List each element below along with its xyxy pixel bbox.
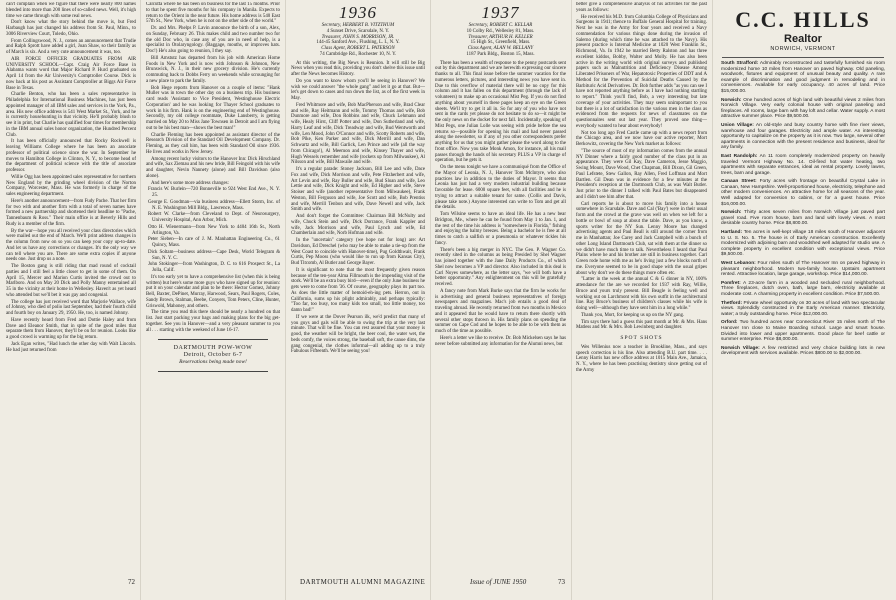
- divider: [722, 57, 884, 58]
- paragraph: It's a regular parade: Stoney Jackson, Bill Lee and wife, Dace Fox and wife, Dick Morrison and wife, Pete Fitzherbert and wife, Art Levin and wife, Ray Buller and wife, Bud Sloan and wife, Leo Lettie and wife, Dick Knight and wife, Ed Higher and wife, Steve Stoiser and wife (another representative from Milwaukee), Frank Weston, Bill Ferguson and wife, Joe Scott and wife, Bob Prentiss and wife, Merrill Tenbon and wife, Dave Newell and wife, Jack Smith and wife.: [291, 167, 425, 213]
- left-page-column-1: [6, 2, 136, 576]
- secretary-line: Secretary, ROBERT C. KELLAR: [468, 23, 533, 28]
- address-change: Robert W. Clarke—from Cleveland to Dept. of Neurosurgery, University Hospital, Ann Arbor, Mich.: [148, 212, 280, 223]
- listing-description: Thirty acres seven miles from Norwich Village just paved part gravel road. Five room house, barn and land with lovely views. A most desirable country home. Price $8,800.00.: [721, 210, 885, 227]
- agent-line: Class Agent, ALAN W. BELLANY: [467, 46, 534, 51]
- paragraph: Have recently heard from Fred and Dottie Haley and from Dave and Eleanor Smith, that in spite of the good miles that separate them from Hanover, they'll be on for reunion. Looks like a good crowd is warming up for the big return.: [6, 317, 136, 340]
- paragraph: The Boston gang is still riding that mad round of cocktail parties and I still feel a little closer to get in some of them. On April 15, Mercer and Marion Curtis invited the crowd out to Marlboro. And on May 20 Dick and Polly Manny entertained all 35 in the vicinity at their home in Wellesley. Haven't as yet heard who attended but we'll bet it was gay and congenial.: [6, 264, 136, 298]
- address-change: Francis W. Burlein—720 Bonneville to 924 West End Ave., N. Y. 25.: [148, 187, 280, 198]
- property-listing: [721, 154, 885, 176]
- paragraph: Carl reports he is about to move his family into a house somewhere in Scarsdale. Dave and Cal ('Bay') were in their usual form and the crowd at the grave was well on when we left for a bottle or bowl of soup at about the table. Dave, as you know, a sports writer for the NY Sun. Lenny Moore has changed advertising agents and Paul Beall is still around the corner from me in Manhattan; Joe Carey and Jack Campbell with a bunch of other Long Island Dartmouth Club, sat with them at the dinner so we didn't have much time to talk. Nevertheless I heard that Paul Plains where he and his brother are still in business together. Carl Green rode home with me as he's living just a few blocks north of me. Everyone seemed to be in good shape with the usual gripes about why don't we do these things more often etc.: [576, 201, 707, 276]
- address-change: George E. Goodman—via business address—Ellett Storm, Inc. of N. E. Washington Mill Bldg., Lawrence, Mass.: [148, 199, 280, 211]
- listing-location: South Strafford:: [721, 61, 759, 66]
- class-header-1936: [291, 4, 425, 58]
- notice-location: Detroit, October 6-7: [183, 352, 243, 359]
- paragraph: Charlie Benton, who has been a sales representative in Philadelphia for International Business Machines, has just been appointed manager of all IBM sales and services in the York, Pa., area. His new office address is 541 West Market St., York, and he is currently househunting in that vicinity. He'll probably blush to see it in print, but Charlie has qualified four times for membership in the IBM annual sales honor organization, the Hundred Percent Club.: [6, 92, 136, 138]
- right-page-column: [576, 2, 707, 576]
- paragraph: Wes Willenius now a teacher in Brookline, Mass., and says speech correction is his line. Also attending B.U. part time. . . . Lenny Harris has new office address at 1015 Main Ave., Jamaica, N. Y., where he has been practising dentistry since getting out of the Army: [576, 344, 707, 373]
- paragraph: "The source of most of my information comes from the annual NY Dinner where a fairly good number of the class put in an appearance. They were Gil Kay, Dave Cameron, Jesse Maggio, Swing Mount, Dave Wood, Chet Chapman, Bill Dixon, Gil Green, Paul Lefstete, Stew Gallon, Ray Allen, Fred Loffman and Mort Bartlen. Gil Dean was in evidence for a few minutes at the President's reception at the Dartmouth Club, as was Walt Butler. Just prior to the dinner I talked with Paul Bates but disappeared and I didn't see him after that.: [576, 148, 707, 200]
- class-year: 1936: [339, 3, 377, 22]
- treasurer-address: 15 High St., Greenfield, Mass.: [470, 40, 531, 46]
- listing-location: Thetford:: [721, 300, 743, 306]
- paragraph: A fancy note from Mark Burke says that the firm he works for is advertising and general business representatives of foreign newspapers and magazines. Mac's job entails a good deal of traveling abroad. He recently returned from two months in Mexico and it appeared that he would have to return there shortly with several other stops thrown in. His family plans on spending the summer on Cape Cod and he hopes to be able to be with them as much of the time as possible.: [435, 288, 566, 334]
- listing-location: Norwich Village:: [721, 345, 760, 351]
- listing-location: East Randolph:: [721, 153, 758, 159]
- paragraph: Jack Egan writes, "Had lunch the other day with Walt Lincoln. He had just returned from: [6, 341, 136, 353]
- paragraph: Thank you, Mort, for keeping us up on the NY gang.: [581, 312, 685, 318]
- agent-line: Class Agent, ROBERT L. PATERSON: [321, 46, 395, 51]
- column-divider: [140, 0, 141, 600]
- listing-location: Canaan Street:: [721, 179, 757, 185]
- magazine-title: DARTMOUTH ALUMNI MAGAZINE: [300, 578, 426, 586]
- realtor-advertisement: [716, 2, 890, 598]
- column-divider: [712, 0, 713, 600]
- right-page-number: 73: [558, 578, 565, 586]
- spot-shots-heading: SPOT SHOTS: [620, 335, 663, 341]
- property-listing: [721, 123, 885, 151]
- listing-description: Ten acres in well-kept village 18 miles south of Hanover adjacent to U. S. No. 5. The house is of Early American construction. Excellently modernized with adjoining barn and woodshed well adapted for studio use. A complete property in excellent condition with exceptional views. Price $9,500.00.: [721, 230, 885, 258]
- paragraph: And don't forget the Committee: Chairman Bill McNulty and wife, Chuck Stein and wife, Dick Dorrance, Frank Kappler and wife, Jack Morrison and wife, Paul Lynch and wife, Ed Chamberlain and wife, Norb Hofman and wife.: [291, 214, 425, 237]
- class-year: 1937: [481, 3, 520, 22]
- paragraph: Not too long ago Fred Castle came up with a news report from the Chicago area, and we now have our active reporter, Mort Berkowitz, covering the New York market as follows:: [576, 130, 707, 147]
- notice-reservations: Reservations being made now!: [179, 359, 247, 366]
- address-change: John Stokinger—from Washington, D. C. to 616 Prospect St., La Jolla, Calif.: [148, 262, 280, 273]
- listing-description: Admirably reconstructed and tastefully furnished six room modernized home 10 miles from Hanover on paved highway. Old paneling, woodwork, fixtures and equipment of unusual beauty and quality. A rare example of discrimination and good judgment in remodeling and in conveniences. Available for early occupancy. 40 acres of land. Price $15,000.00.: [721, 61, 885, 94]
- paragraph: It's too early yet to have a comprehensive list (when this is being written) but here's some more guys who have signed up for reunion: put it on your calendar and plan to be there: Hector Gomez, Johnny Bell, Baxter, DePinet, Murray, Harwood, Sears, Paul Rogers, Coles, Sandy Brown, Stalman, Beebe, Conyers, Tom Peters, Cline, Hunter, Griswold, Mahoney, and others.: [146, 274, 280, 309]
- paragraph: Bob Hege reports from Hanover on a couple of items: "Hank Muller was in town the other day on a business trip. His business card reads 'Assistant to Vice President, Westinghouse Electric Corporation' and he was looking for Thayer School graduates to work in his firm. Hank is on the engineering end of Westinghouse. Secondly, my old college roommate, Duke Lansberry, is getting married on May 20 to Miss Jane Townsen in Detroit and I am flying out to be his best man—shows the best man!": [146, 85, 280, 131]
- class-header-1937: [435, 4, 566, 58]
- listing-location: Pomfret:: [721, 280, 741, 286]
- listing-description: Two hundred acres near Connecticut River 15 miles north of The Hanover Inn close to Maine Boarding school. Large and smart house. Divided into lower and upper apartments. Good place for beef cattle or summer enterprise. Price $8,000.00.: [721, 320, 886, 343]
- listing-description: Forty acres with frontage on beautiful Crystal Lake in Canaan, New Hampshire. Well-proportioned house, electricity, telephone and other modern conveniences. An attractive home for all seasons of the year. Well adapted for conversion to cabins, or for a guest house. Price $16,000.00.: [721, 179, 885, 207]
- paragraph: "Latter in the week at the annual C & G dinner in NY, 100% attendance for the are we recorded for 1937 with Ray, Willie, Bruce and yours truly present. Bill Beagle is feeling well and working out on Larchmont with his own outfit in the architectural line. Ray Bruce's business of children's classes while his wife is doing well—although they have sent him in a long while.": [576, 277, 707, 311]
- column-divider: [430, 0, 431, 600]
- paragraph: Among recent lucky visitors to the Hanover Inn: Dick Hirschland and wife, Sax Ziemau and his new bride, Bill Feingold with his wife and daughter, Nevin Nannety (alone) and Bill Davidson (also alone).: [146, 156, 280, 179]
- paragraph: Tim says there had a guess this past month at Mr. & Mrs. Hans Matless and Mr. & Mrs. Bob Lewinberg and daughter.: [576, 319, 707, 331]
- listing-description: One hundred acres of high land with beautiful views 2 miles from Norwich Village. Very early colonial house with original paneling and fireplaces. All rooms, large barn with hay loft and cellar. Water supply. A most attractive summer place. Price $9,500.00.: [721, 97, 885, 120]
- paragraph: The college has just received word that Marjorie Wallace, wife of Johnny, who died of polio last September, had their fourth child and fourth boy on January 29, 1950. He, too, is named Johnny.: [6, 299, 136, 316]
- issue-date: Issue of JUNE 1950: [470, 578, 527, 586]
- paragraph: Fred Whitmore and wife, Bob MacPherson and wife, Brad Clear and wife, Ray Heitmann and wife, Tommy Thomas and wife, Bob Dunmore and wife, Don Robbins and wife, Chuck Lehmann and wife, Healy Hirst, Cliff Potter and wife, Don Sutherland and wife, Harry Leaf and wife, Dick Treadway and wife, Bud Wentworth and wife, Len Mood, John O'Connor and wife, Scotty Roberts and wife, Bob Pike, Ken Parker and wife, Dick Merrill and wife, Dan Schwartz and wife, Bill Garlick, Len Prince and wife (all the way from Chicago!), Al Meemon and wife, Kinsey Thayer and wife, Hugh Wessels remember and wife (rockets up from Milwaukee), Al Nilsson and wife, Bill Mawaile and wife.: [291, 102, 425, 166]
- agent-address: 1187 Park Bldg., Boston 15, Mass.: [466, 51, 535, 57]
- paragraph: In the "uncertain" category (we hope not for long) are: Art Davidson, Ed Dreschel (who may be able to make a tie-up from the West Coast to coincide with Hanover-time), Pug Goldthwait, Frank Curtis, Pep Mooss (who would like to run up from Kansas City), Bud Titcomb, Al Butler and George Bayer.: [291, 238, 425, 266]
- property-listing: [721, 320, 885, 342]
- paragraph: Do you want to know whom you'll be seeing in Hanover? We wish we could answer "the whole gang" and let it go at that. But—let's get down to cases and run down the list, as of the first week in May.: [291, 78, 425, 101]
- secretary-address: 10 Colby Rd., Wellesley 81, Mass.: [466, 28, 535, 34]
- paragraph: Here's another announcement—from Fudy Pache. That her firm for two with and another firm with a total of seven names have formed a new partnership and shortened their headline to "Pache, Tannenbaum & Ross." Their main office is at Beverly Hills and Rudy is a member of the firm.: [6, 198, 136, 227]
- property-listing: [721, 301, 885, 318]
- paragraph: It has been officially announced that Rocky Rockwell is leaving Williams College where he has been an associate professor of political science since the war. In September he moves to Hamilton College in Clinton, N. Y., to become head of the department of political science with the title of associate professor.: [6, 139, 136, 173]
- paragraph: better give a comprehensive analysis of his activities for the past years as follows:: [576, 2, 707, 13]
- property-listing: [721, 281, 885, 298]
- property-listing: [721, 210, 885, 227]
- paragraph: AIR FORCE OFFICER GRADUATES FROM AIR UNIVERSITY SCHOOL—Capt. Craig Air Force Base in Alabama wants word that Major Richard P. Hurd graduated on April 14 from the Air University's Comptroller Course. Dick is now back at his post as Assistant Comptroller at Biggs Air Force Base in Texas.: [6, 56, 136, 91]
- paragraph: can't complain when we figure that there were nearly 800 names blended into more than 200 lines of so-called news. Well, it's high time we came through with some real news.: [6, 2, 136, 19]
- paragraph: There's been a big merger in NYC. The Geo. P. Wagner Co. recently sited in the columns as being Presided by Shel Wagner has joined together with the Jane Daily Products Co., of which Shel now becomes a VP and director. Also included in this deal is Carl Noyes somewhere, as the letter says, "we will both have a better opportunity." Any enlightenment on this will be gratefully received.: [435, 247, 566, 287]
- paragraph: The time you read this there should be nearly a hundred on that list. Just start packing your bags and making plans for the big get-together. See you in Hanover—and a very pleasant summer to you all . . . starting with the weekend of June 16-17.: [146, 310, 280, 333]
- class-1936-column: [291, 2, 425, 576]
- address-change: Peter Sieben—In care of J. M. Manhattan Engineering Co., 61 Quincy, Mass.: [148, 237, 280, 248]
- left-page-column-2: [146, 2, 280, 576]
- paragraph: By the war—hope you all received your class directories which were mailed out the end of March. We'll print address changes in the column from now on so you can keep your copy up-to-date. And let us have any corrections or changes. It's the only way we can tell where you are. There are some extra copies if anyone needs one. Just drop us a note.: [6, 228, 136, 263]
- listing-description: A few restricted and very choice building lots in new development with services available. Prices $800.00 to $2,000.00.: [721, 345, 885, 357]
- paragraph: It is significant to note that the most frequently given reason because of the ten-year Alma Fillmouth is the impending visit of the stork. We'll be an extra busy bird—even if the only June business he gets were to come from '36. Of course, geography plays its part too. As does the little matter of hemoid-eh-ing pets. Herron, out in California, sums up his plight admirably, and perhaps typically: "Too far, too busy, too many kids too small, too little money, too damn bad!": [291, 267, 425, 313]
- realtor-logo: C.C. HILLS: [735, 7, 871, 32]
- listing-location: West Lebanon:: [721, 261, 756, 266]
- property-listing: [721, 261, 885, 278]
- realtor-title: Realtor: [784, 33, 822, 45]
- listing-description: An 11 room completely modernized property on heavily traveled Vermont Highway No. 14. Oil-fired hot water heating, two apartments with separate entrances, ideal as rental property. Lovely lawns, trees, barn and garage.: [721, 153, 885, 176]
- paragraph: Here's a letter we like to receive. Dr. Bob Mickelsen says he has never before submitted any information for the Alumni news, but: [435, 335, 566, 347]
- address-change: Dick Soltam—business address—Cape Desk, World Telegram & Sun, N. Y. C.: [148, 249, 280, 261]
- agent-address: 74 Cambridge Rd., Rochester 10, N. Y.: [319, 51, 397, 57]
- listing-location: Norwich:: [721, 210, 742, 216]
- listing-description: Four miles south of The Hanover Inn on paved highway in pleasant neighborhood. Modern two-family house. Upstairs apartment rented. Attractive location, large garage, workshop. Price $14,000.00.: [721, 261, 885, 278]
- paragraph: On the menu tonight we have a communiqué from the Office of the Mayor of Leonia, N. J., Hanover Tom McIntyre, who also practices law in addition to the duties of Mayor. It seems that Leonia has just had a very modern industrial building because favorable for lease. 6000 square feet, with all facilities and he is trying to attract a suitable tenant for same. (Collis and Davis, please take note.) Anyone interested can write to Tom and get all the details.: [435, 165, 566, 211]
- address-change: Otto H. Wienermann—from New York to 4404 16th St., North Arlington, Va.: [148, 224, 280, 236]
- paragraph: Charlie Fleming has been appointed as assistant director of the Research Division of the Standard Oil Development Company. Dr. Fleming, as they call him, has been with Standard Oil since 1936. He lives and works in New Jersey.: [146, 132, 280, 155]
- secretary-address: 4 Sunset Drive, Scarsdale, N. Y.: [326, 28, 390, 34]
- treasurer-address: 144-45 Sanford Ave., Flushing, L. I., N. Y.: [316, 40, 400, 46]
- listing-location: Norwich:: [721, 97, 742, 103]
- column-divider: [285, 0, 286, 600]
- paragraph: And here's some more address changes:: [151, 180, 229, 186]
- paragraph: Willie Ogg has been appointed sales representative for northern New England by the grinding wheel division of the Norton Company, Worcester, Mass. He was formerly in charge of the sales engineering department.: [6, 174, 136, 197]
- property-listing: [721, 61, 885, 95]
- paragraph: Bill Amstutz has departed from his job with American Home Foods in New York and is now with Johnson & Johnson, New Brunswick, N. J., in their new grocery division. He's currently commuting back to Dobbs Ferry on weekends while scrounging for a new place to park the family.: [146, 55, 280, 84]
- secretary-line: Secretary, HERBERT B. VITZTHUM: [321, 23, 395, 28]
- powwow-notice-box: [158, 339, 268, 372]
- paragraph: Don't know what the story behind the move is, but Fred Harbaugh has just changed his address from St. Paul, Minn., to 3006 Riverview Court, Toledo, Ohio.: [6, 20, 136, 37]
- paragraph: Tom Wilsine seems to have an ideal life. He has a new bear Bridgton, Me., where he can be found from May 1 to Jan. 1, and the rest of the time his address is "somewhere in Florida," fishing and enjoying the balmy breezes. Being a bachelor he is free at all times to catch a sailfish or a pneumonia or whatever tickles his fancy.: [435, 212, 566, 246]
- treasurer-line: Treasurer, JOHN S. MORRISON, JR.: [321, 34, 395, 40]
- property-listing: [721, 179, 885, 207]
- listing-location: Orford:: [721, 320, 738, 326]
- paragraph: Calcutta where he has been on business for the last 15 months. Prior to that he spent five months for his company in Manila. Expects to return to the Orient in the near future. His home address is 540 East 57th St., New York, when he is not on the other side of the world.": [146, 2, 280, 25]
- paragraph: If we were at the Dover Pearson ilk, we'd predict that many of you guys and gals will be able to swing the trip at the very last minute. That will be fine. You can rest assured that your money is good, the weather will be bright, the beer cool, the water wet, the beds comfy, the voices strong, the baseball soft, the canoe dims, the gang congenial, the clothes informal—all adding up to a truly Fabulous Fifteenth. We'll be seeing you!: [291, 314, 425, 355]
- property-listing: [721, 98, 885, 120]
- listing-description: Private wheel opportunity on 30 acres of land with two spectacular views. Splendidly constructed in the Early American manner. Electricity, water; a truly outstanding home. Price $12,000.00.: [721, 300, 885, 317]
- realtor-town: NORWICH, VERMONT: [770, 46, 836, 52]
- property-listing: [721, 346, 885, 357]
- listing-location: Union Village:: [721, 122, 754, 128]
- listing-location: Hartland:: [721, 230, 743, 236]
- paragraph: At this writing, the Big News is Reunion. It will still be Big News when you read this, providing you don't shelve this issue until after the News becomes History.: [291, 60, 425, 77]
- paragraph: Dr. and Mrs. Phelps P. Lavin announce the birth of a son, Alex, on Sunday, February 26. This makes child and two number two for the old Doc who, in case any of you are in need of help, is a specialist in Otolaryngology. (Baggage, mouths, or improves hats. Doc!) He's also going to reunion, I they say.: [146, 26, 280, 54]
- paragraph: From Collingswood, N. J., comes an announcement that Trudie and Ralph Sprott have added a girl, Joan Shaw, so their family as of March is six. And a very cute announcement it was, too.: [6, 38, 136, 55]
- notice-title: DARTMOUTH POW-WOW: [173, 345, 253, 352]
- paragraph: He received his M.D. from Columbia College of Physicians and Surgeons in 1941; thence to Buffalo General Hospital for training. Next he was in the Army for four years and received a Navy commendation for various things done during the invasion of Salerno (during which time he was attached to the Navy). His present practice is Internal Medicine at 1020 West Franklin St., Richmond, Va. In 1942 he married Betty Ralston and has three excellent kiddos, Bobby, Walter and Molly. He has also been active in the writing world with original surveys and published papers such as Malnutrition and Deficiency Disease Among Liberated Prisoners of War, Hepatotoxic Properties of DDT and A Method for the Prevention of Suicidal Deaths Caused by the Barbituric Acid Derivatives. Dr. Bob further adds "as you can see I have not reported anything before as I have had nothing startling to report." Think you'll find, Bob, a very interesting but late coverage of your activities. They may seem unimportant to you but there is a lot of satisfaction in the various men in the class as evidenced from the requests for news of classmates on the questionnaires sent out last year. They proved one thing—everybody wanted to hear about everybody!: [576, 14, 707, 129]
- listing-description: An old-style and busy country home with fine river views, warehouse and four garages. Electricity and ample water. An interesting opportunity to capitalize on the property as it is now. Two large, several other apartments in connection with the present residence and business, ideal for any family.: [721, 122, 885, 151]
- paragraph: There has been a wealth of response to the penny postcards sent out by this department and we are herewith expressing our sincere thanks to all. This final issue before the summer vacation for the numerous letters, pictures, and interesting news you have sent in. Due to this overflow of material there will be no copy for this column and it has fallen on this department (through the lack of volunteers) to make up an occasional Mist Peg. If you do not find anything about yourself in these pages keep an eye on the Green sheets. We'll try to get it all in. So for any of you who have not sent in the cards yet please do not hesitate to do so—it might be the only news on the docket for next fall. Incidentally, speaking of Mist Pegs, one Julian Lolle was seeing with pride before the sea returns so—possible for opening his mail and had never passed along the newsletter, so if any of you other correspondents prefer anything for us that you might gather please the word along to the front office. Now you take Monk Amon, for instance, all his mail passes through the hands of his secretary PLUS a VP in charge of operation, but he gets it.: [435, 60, 566, 164]
- listing-description: A 23-acre farm in a wooded and secluded rural neighborhood. Three fireplaces, dutch oven, bath, large barn, electricity available at moderate cost. A charming property in excellent condition. Price $7,500.00.: [721, 280, 885, 297]
- property-listing: [721, 230, 885, 258]
- column-divider: [571, 0, 572, 600]
- left-page-number: 72: [128, 578, 135, 586]
- treasurer-line: Treasurer, ARTHUR H. KELLER: [468, 34, 533, 40]
- class-1937-column: [435, 2, 566, 576]
